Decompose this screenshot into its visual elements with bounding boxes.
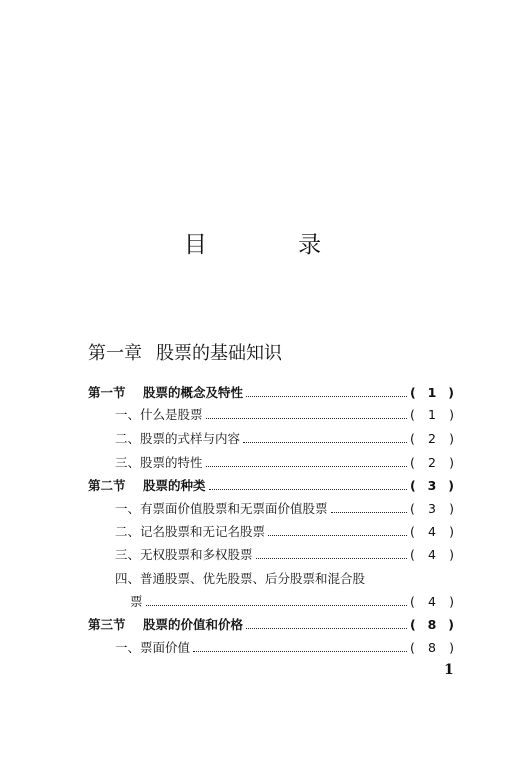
dot-leader xyxy=(331,512,407,513)
page-ref: ( 8 ) xyxy=(410,640,454,655)
toc-item-row[interactable] xyxy=(115,570,454,588)
item-title-continued: 票 xyxy=(130,594,143,609)
toc-item-row[interactable] xyxy=(115,406,454,424)
item-title: 三、股票的特性 xyxy=(115,455,203,470)
page-ref: ( 1 ) xyxy=(410,385,454,400)
toc-section-row[interactable] xyxy=(88,384,454,402)
page-ref: ( 4 ) xyxy=(410,547,454,562)
page-ref: ( 8 ) xyxy=(410,617,454,632)
page-title: 目 录 xyxy=(183,232,364,258)
toc-section-row[interactable] xyxy=(88,477,454,495)
page-number: 1 xyxy=(444,662,454,678)
section-number: 第一节 xyxy=(88,385,126,400)
toc-item-row[interactable] xyxy=(115,500,454,518)
item-title: 三、无权股票和多权股票 xyxy=(115,547,253,562)
dot-leader xyxy=(146,605,407,606)
page-ref: ( 3 ) xyxy=(410,501,454,516)
dot-leader xyxy=(209,489,407,490)
item-title: 一、票面价值 xyxy=(115,640,191,655)
toc-item-row[interactable] xyxy=(115,546,454,564)
chapter-number: 第一章 xyxy=(88,343,142,364)
dot-leader xyxy=(206,418,407,419)
toc-item-row-continued[interactable] xyxy=(130,593,454,611)
dot-leader xyxy=(193,651,407,652)
item-title: 四、普通股票、优先股票、后分股票和混合股 xyxy=(115,571,366,586)
dot-leader xyxy=(243,442,407,443)
page-ref: ( 3 ) xyxy=(410,478,454,493)
section-title: 股票的种类 xyxy=(143,478,206,493)
toc-item-row[interactable] xyxy=(115,523,454,541)
page-ref: ( 1 ) xyxy=(410,407,454,422)
toc-section-row[interactable] xyxy=(88,616,454,634)
section-number: 第三节 xyxy=(88,617,126,632)
dot-leader xyxy=(246,396,407,397)
chapter-title: 股票的基础知识 xyxy=(156,343,282,364)
toc-item-row[interactable] xyxy=(115,430,454,448)
dot-leader xyxy=(246,628,407,629)
toc-item-row[interactable] xyxy=(115,639,454,657)
item-title: 二、股票的式样与内容 xyxy=(115,431,241,446)
dot-leader xyxy=(268,535,407,536)
toc-item-row[interactable] xyxy=(115,454,454,472)
page-ref: ( 2 ) xyxy=(410,455,454,470)
section-number: 第二节 xyxy=(88,478,126,493)
section-title: 股票的价值和价格 xyxy=(143,617,244,632)
page-ref: ( 4 ) xyxy=(410,524,454,539)
item-title: 一、什么是股票 xyxy=(115,407,203,422)
page-ref: ( 2 ) xyxy=(410,431,454,446)
page-ref: ( 4 ) xyxy=(410,594,454,609)
dot-leader xyxy=(256,558,407,559)
section-title: 股票的概念及特性 xyxy=(143,385,244,400)
item-title: 二、记名股票和无记名股票 xyxy=(115,524,266,539)
chapter-heading xyxy=(88,339,282,365)
dot-leader xyxy=(206,466,407,467)
item-title: 一、有票面价值股票和无票面价值股票 xyxy=(115,501,328,516)
